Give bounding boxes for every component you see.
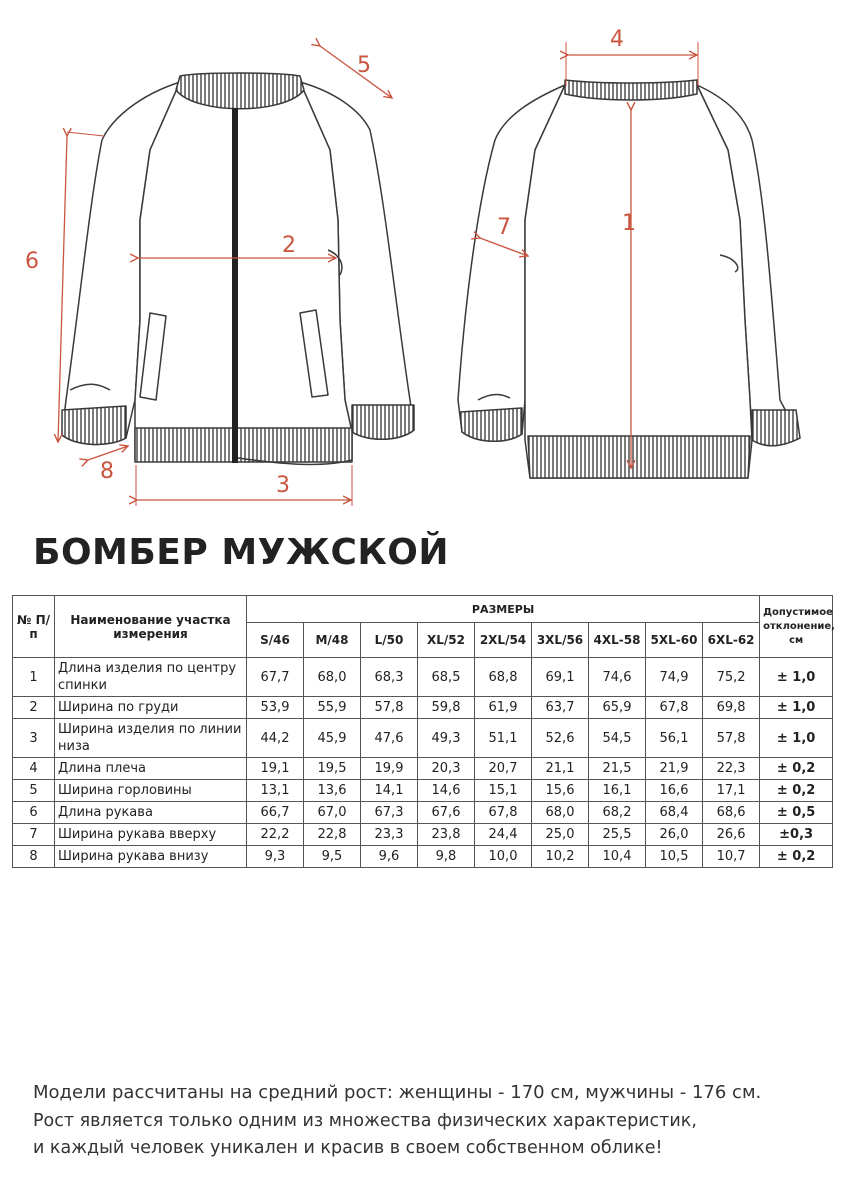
back-right-cuff bbox=[752, 410, 800, 446]
size-header-cell: S/46 bbox=[247, 623, 304, 658]
size-value-cell: 56,1 bbox=[646, 719, 703, 758]
table-row bbox=[13, 719, 833, 758]
back-left-cuff bbox=[460, 408, 522, 441]
footnote-line-3: и каждый человек уникален и красив в своем собственном облике! bbox=[33, 1138, 663, 1158]
size-header-cell: M/48 bbox=[304, 623, 361, 658]
size-value-cell: 68,3 bbox=[361, 658, 418, 697]
size-value-cell: 68,6 bbox=[703, 802, 760, 824]
measure-label-3: 3 bbox=[276, 473, 290, 498]
size-value-cell: 9,5 bbox=[304, 846, 361, 868]
size-value-cell: 26,0 bbox=[646, 824, 703, 846]
size-value-cell: 75,2 bbox=[703, 658, 760, 697]
size-value-cell: 13,6 bbox=[304, 780, 361, 802]
size-chart-table bbox=[12, 595, 833, 868]
measure-line-8 bbox=[88, 446, 128, 460]
row-number-cell: 6 bbox=[13, 802, 55, 824]
size-value-cell: 21,5 bbox=[589, 758, 646, 780]
header-measurement-name: Наименование участка измерения bbox=[55, 596, 247, 658]
size-value-cell: 55,9 bbox=[304, 697, 361, 719]
size-value-cell: 16,1 bbox=[589, 780, 646, 802]
size-value-cell: 13,1 bbox=[247, 780, 304, 802]
measurement-name-cell: Ширина по груди bbox=[55, 697, 247, 719]
size-value-cell: 21,9 bbox=[646, 758, 703, 780]
size-value-cell: 23,8 bbox=[418, 824, 475, 846]
size-value-cell: 16,6 bbox=[646, 780, 703, 802]
size-value-cell: 74,9 bbox=[646, 658, 703, 697]
size-value-cell: 19,5 bbox=[304, 758, 361, 780]
size-value-cell: 9,3 bbox=[247, 846, 304, 868]
size-value-cell: 66,7 bbox=[247, 802, 304, 824]
size-value-cell: 21,1 bbox=[532, 758, 589, 780]
measure-line-6 bbox=[58, 136, 67, 442]
measurement-name-cell: Длина плеча bbox=[55, 758, 247, 780]
size-value-cell: 68,0 bbox=[532, 802, 589, 824]
size-value-cell: 49,3 bbox=[418, 719, 475, 758]
header-num: № П/п bbox=[13, 596, 55, 658]
size-value-cell: 19,1 bbox=[247, 758, 304, 780]
row-number-cell: 7 bbox=[13, 824, 55, 846]
size-value-cell: 17,1 bbox=[703, 780, 760, 802]
size-value-cell: 68,5 bbox=[418, 658, 475, 697]
tolerance-cell: ± 0,2 bbox=[760, 780, 833, 802]
tolerance-cell: ± 1,0 bbox=[760, 719, 833, 758]
size-value-cell: 57,8 bbox=[361, 697, 418, 719]
table-row bbox=[13, 802, 833, 824]
size-value-cell: 57,8 bbox=[703, 719, 760, 758]
table-body bbox=[13, 658, 833, 868]
size-value-cell: 65,9 bbox=[589, 697, 646, 719]
tolerance-cell: ± 0,2 bbox=[760, 758, 833, 780]
table-row bbox=[13, 697, 833, 719]
back-collar bbox=[565, 80, 697, 100]
size-header-cell: 5XL-60 bbox=[646, 623, 703, 658]
size-value-cell: 10,7 bbox=[703, 846, 760, 868]
back-view bbox=[458, 80, 800, 478]
measure-label-8: 8 bbox=[100, 459, 114, 484]
size-value-cell: 19,9 bbox=[361, 758, 418, 780]
row-number-cell: 4 bbox=[13, 758, 55, 780]
tolerance-cell: ± 1,0 bbox=[760, 697, 833, 719]
measurement-name-cell: Ширина рукава внизу bbox=[55, 846, 247, 868]
size-value-cell: 15,6 bbox=[532, 780, 589, 802]
size-value-cell: 24,4 bbox=[475, 824, 532, 846]
size-value-cell: 10,5 bbox=[646, 846, 703, 868]
size-value-cell: 67,8 bbox=[475, 802, 532, 824]
table-row bbox=[13, 824, 833, 846]
size-header-cell: 3XL/56 bbox=[532, 623, 589, 658]
size-value-cell: 68,4 bbox=[646, 802, 703, 824]
page-title: БОМБЕР МУЖСКОЙ bbox=[33, 532, 450, 573]
measure-label-6: 6 bbox=[25, 249, 39, 274]
size-header-cell: 6XL-62 bbox=[703, 623, 760, 658]
row-number-cell: 5 bbox=[13, 780, 55, 802]
size-value-cell: 67,6 bbox=[418, 802, 475, 824]
size-value-cell: 63,7 bbox=[532, 697, 589, 719]
size-value-cell: 53,9 bbox=[247, 697, 304, 719]
back-hem-rib bbox=[528, 436, 750, 478]
size-value-cell: 20,3 bbox=[418, 758, 475, 780]
size-value-cell: 20,7 bbox=[475, 758, 532, 780]
size-value-cell: 67,7 bbox=[247, 658, 304, 697]
size-value-cell: 14,1 bbox=[361, 780, 418, 802]
front-zipper bbox=[232, 108, 238, 463]
front-right-cuff bbox=[352, 405, 414, 439]
table-row bbox=[13, 658, 833, 697]
size-value-cell: 26,6 bbox=[703, 824, 760, 846]
size-value-cell: 68,2 bbox=[589, 802, 646, 824]
size-value-cell: 68,8 bbox=[475, 658, 532, 697]
header-tolerance: Допустимое отклонение, см bbox=[760, 596, 833, 658]
tolerance-cell: ± 1,0 bbox=[760, 658, 833, 697]
front-view bbox=[62, 73, 414, 464]
size-value-cell: 14,6 bbox=[418, 780, 475, 802]
size-value-cell: 54,5 bbox=[589, 719, 646, 758]
table-row bbox=[13, 758, 833, 780]
table-row bbox=[13, 846, 833, 868]
size-value-cell: 22,3 bbox=[703, 758, 760, 780]
size-value-cell: 47,6 bbox=[361, 719, 418, 758]
back-body bbox=[525, 85, 752, 478]
tolerance-cell: ±0,3 bbox=[760, 824, 833, 846]
front-hem-rib bbox=[135, 428, 352, 462]
size-value-cell: 67,8 bbox=[646, 697, 703, 719]
size-value-cell: 61,9 bbox=[475, 697, 532, 719]
measurement-name-cell: Длина рукава bbox=[55, 802, 247, 824]
front-body bbox=[135, 82, 352, 460]
size-value-cell: 44,2 bbox=[247, 719, 304, 758]
size-value-cell: 10,4 bbox=[589, 846, 646, 868]
size-value-cell: 69,1 bbox=[532, 658, 589, 697]
tolerance-cell: ± 0,2 bbox=[760, 846, 833, 868]
size-value-cell: 67,3 bbox=[361, 802, 418, 824]
size-value-cell: 22,2 bbox=[247, 824, 304, 846]
size-value-cell: 23,3 bbox=[361, 824, 418, 846]
size-value-cell: 10,2 bbox=[532, 846, 589, 868]
size-value-cell: 59,8 bbox=[418, 697, 475, 719]
table-row bbox=[13, 780, 833, 802]
size-value-cell: 25,5 bbox=[589, 824, 646, 846]
size-header-cell: 2XL/54 bbox=[475, 623, 532, 658]
size-value-cell: 69,8 bbox=[703, 697, 760, 719]
row-number-cell: 1 bbox=[13, 658, 55, 697]
header-sizes: РАЗМЕРЫ bbox=[247, 596, 760, 623]
row-number-cell: 2 bbox=[13, 697, 55, 719]
measure-label-7: 7 bbox=[497, 215, 511, 240]
measure-label-2: 2 bbox=[282, 233, 296, 258]
size-header-cell: 4XL-58 bbox=[589, 623, 646, 658]
size-header-cell: L/50 bbox=[361, 623, 418, 658]
front-left-cuff bbox=[62, 406, 126, 444]
size-value-cell: 51,1 bbox=[475, 719, 532, 758]
size-value-cell: 74,6 bbox=[589, 658, 646, 697]
measure-label-5: 5 bbox=[357, 53, 371, 78]
size-value-cell: 15,1 bbox=[475, 780, 532, 802]
size-header-cell: XL/52 bbox=[418, 623, 475, 658]
size-value-cell: 25,0 bbox=[532, 824, 589, 846]
size-value-cell: 9,6 bbox=[361, 846, 418, 868]
size-value-cell: 68,0 bbox=[304, 658, 361, 697]
measure-label-4: 4 bbox=[610, 27, 624, 52]
row-number-cell: 8 bbox=[13, 846, 55, 868]
size-value-cell: 9,8 bbox=[418, 846, 475, 868]
size-value-cell: 22,8 bbox=[304, 824, 361, 846]
measurement-name-cell: Ширина рукава вверху bbox=[55, 824, 247, 846]
measurement-name-cell: Ширина изделия по линии низа bbox=[55, 719, 247, 758]
size-value-cell: 10,0 bbox=[475, 846, 532, 868]
measure-line-5 bbox=[320, 46, 392, 98]
size-value-cell: 52,6 bbox=[532, 719, 589, 758]
extension-line-6 bbox=[67, 132, 104, 136]
tolerance-cell: ± 0,5 bbox=[760, 802, 833, 824]
size-value-cell: 45,9 bbox=[304, 719, 361, 758]
size-value-cell: 67,0 bbox=[304, 802, 361, 824]
footnote-line-2: Рост является только одним из множества физических характеристик, bbox=[33, 1111, 697, 1131]
footnote bbox=[33, 1078, 833, 1162]
footnote-line-1: Модели рассчитаны на средний рост: женщины - 170 см, мужчины - 176 см. bbox=[33, 1082, 762, 1103]
row-number-cell: 3 bbox=[13, 719, 55, 758]
jacket-measurement-diagram bbox=[0, 0, 841, 520]
measurement-name-cell: Ширина горловины bbox=[55, 780, 247, 802]
measure-label-1: 1 bbox=[622, 211, 636, 236]
measurement-name-cell: Длина изделия по центру спинки bbox=[55, 658, 247, 697]
